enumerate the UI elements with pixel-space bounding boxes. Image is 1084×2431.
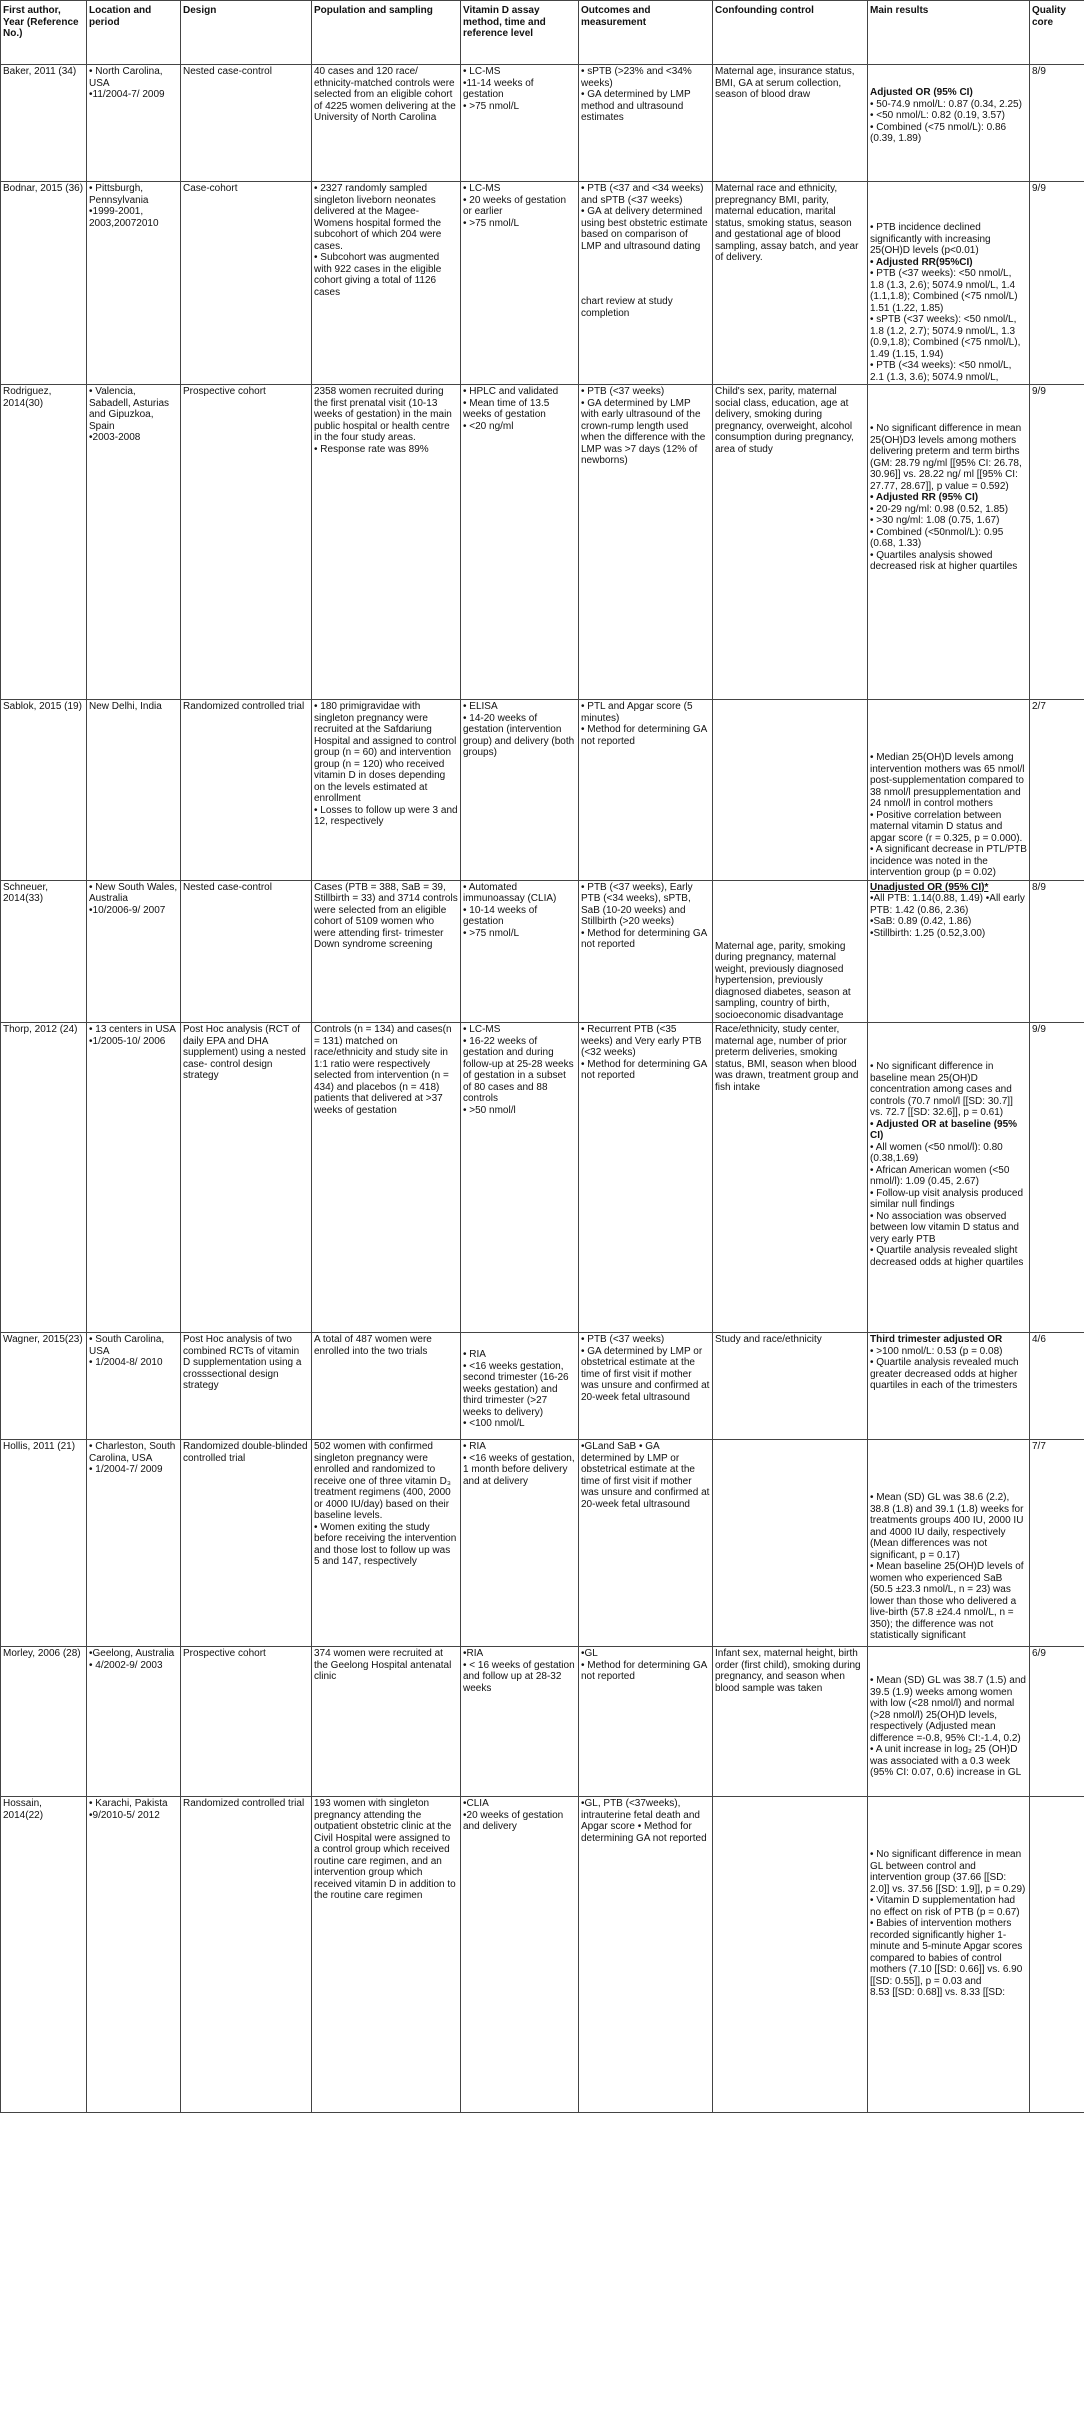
- header-design: Design: [181, 1, 312, 65]
- cell-main: [868, 1797, 1030, 2113]
- cell-design: Randomized controlled trial: [181, 700, 312, 881]
- header-quality-score: Quality core: [1030, 1, 1084, 65]
- cell-quality: 4/6: [1030, 1333, 1084, 1440]
- cell-outcomes: [579, 65, 713, 182]
- cell-vitd: [461, 1797, 579, 2113]
- vitd-line: • >75 nmol/L: [463, 100, 520, 112]
- main-line: Third trimester adjusted OR: [870, 1334, 1003, 1345]
- outcomes-line: • PTB (<37 and <34 weeks) and sPTB (<37 weeks): [581, 183, 704, 206]
- cell-outcomes: [579, 700, 713, 881]
- main-line: • No significant difference in mean 25(OH)D3 levels among mothers delivering preterm and term births (GM: 28.79 ng/ml [[95% CI: 26.78, 30.96]] vs. 28.22 ng/ ml [[95% CI: 27.77, 28.67]], p value = 0.592): [870, 423, 1022, 492]
- cell-design: Randomized double-blinded controlled trial: [181, 1440, 312, 1647]
- header-population: Population and sampling: [312, 1, 461, 65]
- cell-confounding: [713, 700, 868, 881]
- cell-main: [868, 880, 1030, 1023]
- outcomes-line: • Method for determining GA not reported: [581, 724, 707, 747]
- cell-location: [87, 1797, 181, 2113]
- cell-location: [87, 700, 181, 881]
- cell-main: [868, 1440, 1030, 1647]
- cell-author: Bodnar, 2015 (36): [1, 182, 87, 385]
- population-line: A total of 487 women were enrolled into the two trials: [314, 1334, 432, 1357]
- main-line: • Babies of intervention mothers recorded significantly higher 1-minute and 5-minute Apgar scores compared to babies of control mothers (7.10 [[SD: 0.66]] vs. 6.90 [[SD: 0.55]], p = 0.03 and: [870, 1918, 1023, 1987]
- main-line: • Combined (<50nmol/L): 0.95 (0.68, 1.33): [870, 526, 1004, 549]
- main-line: • 20-29 ng/ml: 0.98 (0.52, 1.85): [870, 503, 1009, 515]
- vitd-line: • >75 nmol/L: [463, 217, 520, 229]
- table-row: [1, 1023, 1084, 1333]
- cell-vitd: [461, 385, 579, 700]
- outcomes-line: • PTB (<37 weeks): [581, 1334, 665, 1345]
- cell-author: Baker, 2011 (34): [1, 65, 87, 182]
- vitd-line: • >75 nmol/L: [463, 927, 520, 939]
- cell-vitd: [461, 1333, 579, 1440]
- cell-design: Prospective cohort: [181, 385, 312, 700]
- cell-population: [312, 182, 461, 385]
- cell-confounding: Maternal race and ethnicity, prepregnancy BMI, parity, maternal education, marital status, smoking status, season and gestational age of blood sampling, assay batch, and year of delivery.: [713, 182, 868, 385]
- outcomes-line: • PTL and Apgar score (5 minutes): [581, 701, 693, 724]
- cell-outcomes: [579, 385, 713, 700]
- cell-vitd: [461, 182, 579, 385]
- header-outcomes: Outcomes and measurement: [579, 1, 713, 65]
- location-line: • Charleston, South Carolina, USA: [89, 1441, 176, 1464]
- main-line: • Follow-up visit analysis produced similar null findings: [870, 1187, 1024, 1210]
- vitd-line: • Automated immunoassay (CLIA): [463, 881, 557, 904]
- cell-outcomes: [579, 1647, 713, 1797]
- cell-vitd: [461, 1647, 579, 1797]
- cell-design: Post Hoc analysis of two combined RCTs of vitamin D supplementation using a crosssectional design strategy: [181, 1333, 312, 1440]
- cell-quality: 9/9: [1030, 182, 1084, 385]
- main-line: • Quartiles analysis showed decreased risk at higher quartiles: [870, 549, 1018, 572]
- location-line: New Delhi, India: [89, 701, 162, 712]
- cell-author: Schneuer, 2014(33): [1, 880, 87, 1023]
- main-line: • Positive correlation between maternal vitamin D status and apgar score (r = 0.325, p = 0.000).: [870, 809, 1023, 844]
- population-line: • Women exiting the study before receiving the intervention and those lost to follow up was 5 and 147, respectively: [314, 1521, 457, 1567]
- vitd-line: • <100 nmol/L: [463, 1418, 525, 1429]
- cell-design: Case-cohort: [181, 182, 312, 385]
- header-location: Location and period: [87, 1, 181, 65]
- cell-outcomes: [579, 1440, 713, 1647]
- main-line: • Adjusted RR (95% CI): [870, 492, 979, 503]
- cell-author: Hollis, 2011 (21): [1, 1440, 87, 1647]
- main-line: • <50 nmol/L: 0.82 (0.19, 3.57): [870, 110, 1005, 121]
- cell-main: [868, 1023, 1030, 1333]
- outcomes-line: • Recurrent PTB (<35 weeks) and Very early PTB (<32 weeks): [581, 1024, 702, 1058]
- outcomes-line: •GL: [581, 1648, 598, 1659]
- vitd-line: • RIA: [463, 1349, 486, 1360]
- vitd-line: • < 16 weeks of gestation and follow up at 28-32 weeks: [463, 1659, 575, 1694]
- cell-author: Morley, 2006 (28): [1, 1647, 87, 1797]
- population-line: 502 women with confirmed singleton pregnancy were enrolled and randomized to receive one of three vitamin D₃ treatment regimens (400, 2000 or 4000 IU/day) based on their baseline levels.: [314, 1441, 451, 1521]
- main-line: 8.53 [[SD: 0.68]] vs. 8.33 [[SD:: [870, 1987, 1006, 1998]
- cell-design: Post Hoc analysis (RCT of daily EPA and DHA supplement) using a nested case- control design strategy: [181, 1023, 312, 1333]
- location-line: •Geelong, Australia • 4/2002-9/ 2003: [89, 1648, 175, 1671]
- vitd-line: • 14-20 weeks of gestation (intervention group) and delivery (both groups): [463, 712, 575, 758]
- main-line: • A significant decrease in PTL/PTB incidence was noted in the intervention group (p = 0.02): [870, 844, 1027, 878]
- cell-location: [87, 1440, 181, 1647]
- main-line: • No association was observed between low vitamin D status and very early PTB: [870, 1210, 1019, 1245]
- cell-outcomes: [579, 880, 713, 1023]
- cell-population: [312, 65, 461, 182]
- cell-confounding: [713, 1440, 868, 1647]
- population-line: • Response rate was 89%: [314, 443, 429, 455]
- vitd-line: • LC-MS: [463, 183, 501, 194]
- main-line: 1.51 (1.22, 1.85): [870, 302, 944, 314]
- vitd-line: • >50 nmol/l: [463, 1104, 516, 1116]
- cell-confounding: Maternal age, insurance status, BMI, GA at serum collection, season of blood draw: [713, 65, 868, 182]
- table-row: [1, 700, 1084, 881]
- cell-location: [87, 65, 181, 182]
- vitd-line: • LC-MS: [463, 1024, 501, 1035]
- cell-vitd: [461, 1023, 579, 1333]
- location-line: •9/2010-5/ 2012: [89, 1809, 160, 1821]
- cell-population: [312, 1647, 461, 1797]
- vitd-line: • Mean time of 13.5 weeks of gestation: [463, 397, 550, 420]
- cell-author: Hossain, 2014(22): [1, 1797, 87, 2113]
- vitd-line: •20 weeks of gestation and delivery: [463, 1809, 564, 1832]
- population-line: • 180 primigravidae with singleton pregnancy were recruited at the Safdariung Hospital and assigned to control group (n = 60) and intervention group (n = 120) who received vitamin D in doses depending on the levels estimated at enrollment: [314, 701, 457, 804]
- outcomes-line: • Method for determining GA not reported: [581, 927, 707, 950]
- population-line: Controls (n = 134) and cases(n = 131) matched on race/ethnicity and study site in 1:1 ratio were respectively selected from intervention (n = 434) and placebos (n = 418) patients that delivered at >37 weeks of gestation: [314, 1024, 452, 1116]
- main-line: • Quartile analysis revealed slight decreased odds at higher quartiles: [870, 1245, 1024, 1268]
- population-line: 193 women with singleton pregnancy attending the outpatient obstetric clinic at the Civil Hospital were assigned to a control group which received routine care regimen, and an intervention group which received vitamin D in addition to the routine care regimen: [314, 1798, 456, 1901]
- table-row: [1, 1333, 1084, 1440]
- header-row: [1, 1, 1084, 65]
- outcomes-line: • sPTB (>23% and <34% weeks): [581, 66, 692, 89]
- cell-population: [312, 1333, 461, 1440]
- location-line: •11/2004-7/ 2009: [89, 89, 165, 100]
- main-line: • >100 nmol/L: 0.53 (p = 0.08): [870, 1345, 1003, 1357]
- location-line: •2003-2008: [89, 432, 141, 443]
- main-line: • 50-74.9 nmol/L: 0.87 (0.34, 2.25): [870, 98, 1022, 110]
- cell-main: [868, 182, 1030, 385]
- main-line: • PTB (<34 weeks): <50 nmol/L, 2.1 (1.3, 3.6); 5074.9 nmol/L,: [870, 360, 1012, 383]
- cell-location: [87, 385, 181, 700]
- location-line: • Pittsburgh, Pennsylvania: [89, 183, 149, 206]
- location-line: • New South Wales, Australia: [89, 881, 178, 904]
- location-line: •1/2005-10/ 2006: [89, 1035, 166, 1047]
- population-line: • 2327 randomly sampled singleton liveborn neonates delivered at the Magee-Womens hospital formed the subcohort of which 204 were cases.: [314, 183, 442, 252]
- main-line: • >30 ng/ml: 1.08 (0.75, 1.67): [870, 515, 1000, 526]
- outcomes-line: •GL, PTB (<37weeks), intrauterine fetal death and Apgar score • Method for determining GA not reported: [581, 1798, 707, 1844]
- cell-design: Nested case-control: [181, 65, 312, 182]
- cell-population: [312, 1797, 461, 2113]
- main-line: • All women (<50 nmol/l): 0.80 (0.38,1.69): [870, 1141, 1003, 1164]
- main-line: • PTB incidence declined significantly with increasing 25(OH)D levels (p<0.01): [870, 222, 991, 256]
- cell-population: [312, 1440, 461, 1647]
- main-line: • sPTB (<37 weeks): <50 nmol/L, 1.8 (1.2, 2.7); 5074.9 nmol/L, 1.3 (0.9,1.8); Combined (<75 nmol/L), 1.49 (1.15, 1.94): [870, 314, 1021, 360]
- table-row: [1, 1440, 1084, 1647]
- main-line: • Adjusted OR at baseline (95% CI): [870, 1118, 1018, 1141]
- main-line: • Mean baseline 25(OH)D levels of women who experienced SaB (50.5 ±23.3 nmol/L, n = 23) was lower than those who delivered a live-birth (57.8 ±24.4 nmol/L, n = 350); the difference was not statistically significant: [870, 1561, 1024, 1641]
- cell-population: [312, 385, 461, 700]
- population-line: • Subcohort was augmented with 922 cases in the eligible cohort giving a total of 1126 cases: [314, 252, 442, 298]
- cell-quality: 8/9: [1030, 65, 1084, 182]
- main-line: • Vitamin D supplementation had no effect on risk of PTB (p = 0.67): [870, 1895, 1020, 1918]
- main-line: •All PTB: 1.14(0.88, 1.49) •All early PTB: 1.42 (0.86, 2.36): [870, 893, 1025, 916]
- cell-population: [312, 700, 461, 881]
- vitd-line: • 10-14 weeks of gestation: [463, 904, 538, 927]
- vitd-line: •CLIA: [463, 1798, 489, 1809]
- header-vitamin-d-assay: Vitamin D assay method, time and reference level: [461, 1, 579, 65]
- location-line: •10/2006-9/ 2007: [89, 904, 166, 916]
- main-line: Unadjusted OR (95% CI)*: [870, 881, 989, 893]
- cell-confounding: [713, 1797, 868, 2113]
- header-main-results: Main results: [868, 1, 1030, 65]
- cell-quality: 9/9: [1030, 1023, 1084, 1333]
- population-line: 2358 women recruited during the first prenatal visit (10-13 weeks of gestation) in the main public hospital or health centre in the four study areas.: [314, 386, 452, 443]
- outcomes-line: • PTB (<37 weeks), Early PTB (<34 weeks), sPTB, SaB (10-20 weeks) and Stillbirth (>20 weeks): [581, 881, 693, 927]
- outcomes-line: • GA determined by LMP method and ultrasound estimates: [581, 89, 691, 123]
- main-line: • Quartile analysis revealed much greater decreased odds at higher quartiles in each of the trimesters: [870, 1357, 1019, 1391]
- location-line: • 1/2004-8/ 2010: [89, 1357, 163, 1368]
- vitd-line: • HPLC and validated: [463, 386, 559, 397]
- vitd-line: • <16 weeks gestation, second trimester (16-26 weeks gestation) and third trimester (>27 weeks to delivery): [463, 1360, 569, 1418]
- table-row: [1, 65, 1084, 182]
- location-line: • South Carolina, USA: [89, 1334, 165, 1357]
- main-line: •Stillbirth: 1.25 (0.52,3.00): [870, 927, 986, 939]
- cell-author: Wagner, 2015(23): [1, 1333, 87, 1440]
- cell-quality: 7/7: [1030, 1440, 1084, 1647]
- outcomes-line: • GA determined by LMP or obstetrical estimate at the time of first visit if mother was unsure and confirmed at 20-week fetal ultrasound: [581, 1345, 710, 1403]
- main-line: • Combined (<75 nmol/L): 0.86 (0.39, 1.89): [870, 121, 1007, 144]
- cell-confounding: Study and race/ethnicity: [713, 1333, 868, 1440]
- location-line: • Valencia, Sabadell, Asturias and Gipuzkoa, Spain: [89, 386, 170, 432]
- vitd-line: • ELISA: [463, 701, 498, 712]
- cell-location: [87, 182, 181, 385]
- cell-vitd: [461, 880, 579, 1023]
- cell-outcomes: [579, 1333, 713, 1440]
- main-line: Adjusted OR (95% CI): [870, 87, 973, 98]
- cell-outcomes: [579, 1023, 713, 1333]
- cell-location: [87, 1333, 181, 1440]
- main-line: • Mean (SD) GL was 38.6 (2.2), 38.8 (1.8) and 39.1 (1.8) weeks for treatments groups 400 IU, 2000 IU and 4000 IU daily, respectively (Mean differences was not significant, p = 0.17): [870, 1492, 1024, 1561]
- vitd-line: • <20 ng/ml: [463, 420, 514, 432]
- outcomes-line: • GA determined by LMP with early ultrasound of the crown-rump length used when the difference with the LMP was >7 days (12% of newborns): [581, 397, 706, 466]
- main-line: • Mean (SD) GL was 38.7 (1.5) and 39.5 (1.9) weeks among women with low (<28 nmol/l) and normal (>28 nmol/l) 25(OH)D levels, respectively (Adjusted mean difference =-0.8, 95% CI:-1.4, 0.2): [870, 1675, 1026, 1744]
- cell-main: [868, 1333, 1030, 1440]
- table-row: [1, 182, 1084, 385]
- location-line: • 1/2004-7/ 2009: [89, 1464, 163, 1475]
- outcomes-line: • GA at delivery determined using best obstetric estimate based on comparison of LMP and ultrasound dating: [581, 206, 708, 252]
- population-line: 374 women were recruited at the Geelong Hospital antenatal clinic: [314, 1648, 452, 1682]
- population-line: Cases (PTB = 388, SaB = 39, Stillbirth = 33) and 3714 controls were selected from an eligible cohort of 5109 women who were attending first- trimester Down syndrome screening: [314, 881, 458, 950]
- location-line: •1999-2001, 2003,20072010: [89, 206, 159, 229]
- table-row: [1, 880, 1084, 1023]
- main-line: • Median 25(OH)D levels among intervention mothers was 65 nmol/l post-supplementation compared to 38 nmol/l presupplementation and 24 nmol/l in control mothers: [870, 752, 1025, 809]
- cell-design: Randomized controlled trial: [181, 1797, 312, 2113]
- header-first-author: First author, Year (Reference No.): [1, 1, 87, 65]
- cell-main: [868, 65, 1030, 182]
- cell-location: [87, 880, 181, 1023]
- outcomes-line: • PTB (<37 weeks): [581, 386, 665, 397]
- cell-quality: 9/9: [1030, 385, 1084, 700]
- header-confounding: Confounding control: [713, 1, 868, 65]
- location-line: • 13 centers in USA: [89, 1024, 176, 1035]
- cell-author: Thorp, 2012 (24): [1, 1023, 87, 1333]
- cell-confounding: Infant sex, maternal height, birth order (first child), smoking during pregnancy, and season when blood sample was taken: [713, 1647, 868, 1797]
- cell-population: [312, 880, 461, 1023]
- cell-main: [868, 385, 1030, 700]
- cell-outcomes: [579, 182, 713, 385]
- cell-design: Nested case-control: [181, 880, 312, 1023]
- cell-vitd: [461, 700, 579, 881]
- table-row: [1, 1797, 1084, 2113]
- main-line: • No significant difference in baseline mean 25(OH)D concentration among cases and controls (70.7 nmol/l [[SD: 30.7]] vs. 72.7 [[SD: 32.6]], p = 0.61): [870, 1061, 1013, 1118]
- vitd-line: •RIA: [463, 1648, 484, 1659]
- cell-main: [868, 700, 1030, 881]
- cell-quality: 2/7: [1030, 700, 1084, 881]
- vitd-line: • 20 weeks of gestation or earlier: [463, 194, 567, 217]
- outcomes-line: chart review at study completion: [581, 296, 673, 319]
- cell-outcomes: [579, 1797, 713, 2113]
- cell-confounding: Maternal age, parity, smoking during pregnancy, maternal weight, previously diagnosed hypertension, previously diagnosed diabetes, season at sampling, country of birth, socioeconomic disadvantage: [713, 880, 868, 1023]
- cell-location: [87, 1647, 181, 1797]
- cell-design: Prospective cohort: [181, 1647, 312, 1797]
- cell-quality: 6/9: [1030, 1647, 1084, 1797]
- main-line: • PTB (<37 weeks): <50 nmol/L, 1.8 (1.3, 2.6); 5074.9 nmol/L, 1.4 (1.1,1.8); Combined (<75 nmol/L): [870, 268, 1018, 302]
- outcomes-line: •GLand SaB • GA determined by LMP or obstetrical estimate at the time of first visit if mother was unsure and confirmed at 20-week fetal ultrasound: [581, 1441, 710, 1510]
- cell-author: Sablok, 2015 (19): [1, 700, 87, 881]
- population-line: 40 cases and 120 race/ ethnicity-matched controls were selected from an eligible cohort of 4225 women delivering at the University of North Carolina: [314, 66, 456, 123]
- cell-quality: [1030, 1797, 1084, 2113]
- table-row: [1, 1647, 1084, 1797]
- outcomes-line: • Method for determining GA not reported: [581, 1058, 707, 1081]
- main-line: • Adjusted RR(95%CI): [870, 256, 973, 268]
- population-line: • Losses to follow up were 3 and 12, respectively: [314, 804, 458, 827]
- vitd-line: • LC-MS: [463, 66, 501, 77]
- cell-confounding: Child's sex, parity, maternal social class, education, age at delivery, smoking during pregnancy, overweight, alcohol consumption during pregnancy, area of study: [713, 385, 868, 700]
- main-line: • A unit increase in log₂ 25 (OH)D was associated with a 0.3 week (95% CI: 0.07, 0.6) increase in GL: [870, 1744, 1022, 1778]
- main-line: • African American women (<50 nmol/l): 1.09 (0.45, 2.67): [870, 1164, 1010, 1187]
- cell-location: [87, 1023, 181, 1333]
- main-line: •SaB: 0.89 (0.42, 1.86): [870, 916, 972, 927]
- cell-vitd: [461, 65, 579, 182]
- vitd-line: • RIA: [463, 1441, 486, 1452]
- location-line: • Karachi, Pakista: [89, 1798, 168, 1809]
- table-row: [1, 385, 1084, 700]
- vitd-line: • 16-22 weeks of gestation and during follow-up at 25-28 weeks of gestation in a subset of 80 cases and 88 controls: [463, 1035, 574, 1104]
- cell-quality: 8/9: [1030, 880, 1084, 1023]
- cell-vitd: [461, 1440, 579, 1647]
- vitd-line: •11-14 weeks of gestation: [463, 77, 534, 100]
- cell-main: [868, 1647, 1030, 1797]
- cell-confounding: Race/ethnicity, study center, maternal age, number of prior preterm deliveries, smoking status, BMI, season when blood was drawn, treatment group and fish intake: [713, 1023, 868, 1333]
- vitd-line: • <16 weeks of gestation, 1 month before delivery and at delivery: [463, 1452, 575, 1487]
- location-line: • North Carolina, USA: [89, 66, 163, 89]
- cell-population: [312, 1023, 461, 1333]
- main-line: • No significant difference in mean GL between control and intervention group (37.66 [[SD: 2.0]] vs. 37.56 [[SD: 1.9]], p = 0.29): [870, 1849, 1026, 1895]
- outcomes-line: • Method for determining GA not reported: [581, 1659, 707, 1682]
- cell-author: Rodriguez, 2014(30): [1, 385, 87, 700]
